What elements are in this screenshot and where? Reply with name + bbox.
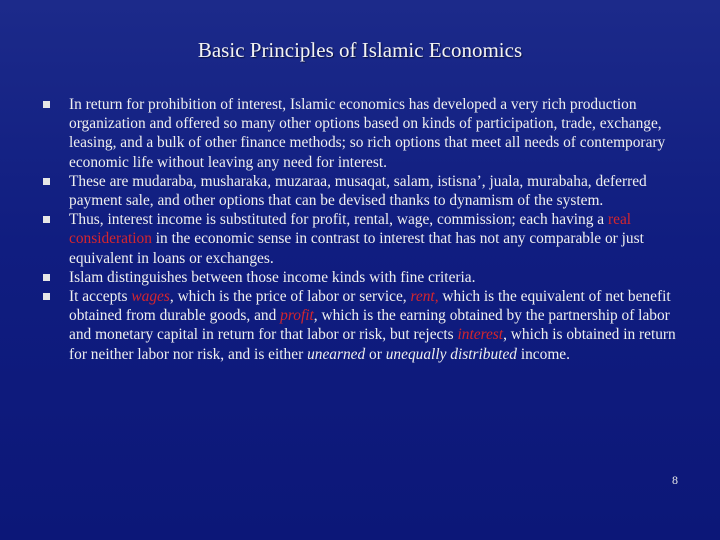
square-bullet-icon bbox=[43, 274, 50, 281]
emphasis-unearned: unearned bbox=[307, 345, 366, 363]
bullet-text-part: It accepts bbox=[69, 288, 132, 306]
highlight-rent: rent, bbox=[410, 288, 439, 306]
highlight-profit: profit bbox=[280, 307, 314, 325]
bullet-text: These are mudaraba, musharaka, muzaraa, musaqat, salam, istisna’, juala, murabaha, deferred payment sale, and other options that can be devised thanks to dynamism of the system. bbox=[69, 172, 647, 210]
bullet-text-part: income. bbox=[516, 345, 570, 363]
square-bullet-icon bbox=[43, 101, 50, 108]
slide-title: Basic Principles of Islamic Economics bbox=[197, 38, 523, 62]
bullet-item bbox=[42, 268, 682, 287]
bullet-text-part: Thus, interest income is substituted for profit, rental, wage, commission; each having a bbox=[69, 211, 608, 229]
emphasis-unequally-distributed: unequally distributed bbox=[385, 345, 517, 363]
bullet-text: In return for prohibition of interest, Islamic economics has developed a very rich production organization and offered so many other options based on kinds of participation, trade, exchange, leasing, and a bulk of other finance methods; so rich options that meet all needs of contemporary economic life without leaving any need for interest. bbox=[69, 96, 666, 171]
bullet-item bbox=[42, 172, 682, 210]
bullet-text-part: , which is the earning obtained by the partnership of labor and monetary capital in return for that labor or risk, but rejects bbox=[69, 307, 670, 344]
square-bullet-icon bbox=[43, 216, 50, 223]
bullet-text: Islam distinguishes between those income kinds with fine criteria. bbox=[69, 268, 476, 286]
bullet-list bbox=[42, 95, 682, 364]
bullet-item bbox=[42, 287, 682, 364]
square-bullet-icon bbox=[43, 293, 50, 300]
bullet-text-part: , which is the price of labor or service, bbox=[169, 288, 411, 306]
highlight-real-consideration: real consideration bbox=[69, 211, 632, 248]
bullet-text-part: or bbox=[365, 345, 386, 363]
bullet-text-part: , which is obtained in return for neither labor nor risk, and is either bbox=[69, 326, 676, 363]
highlight-interest: interest bbox=[457, 326, 504, 344]
bullet-item bbox=[42, 210, 682, 268]
highlight-wages: wages bbox=[131, 288, 170, 306]
square-bullet-icon bbox=[43, 178, 50, 185]
page-number: 8 bbox=[672, 473, 678, 487]
bullet-text-part: which is the equivalent of net benefit obtained from durable goods, and bbox=[69, 288, 671, 325]
bullet-text-part: in the economic sense in contrast to interest that has not any comparable or just equivalent in loans or exchanges. bbox=[69, 230, 644, 267]
bullet-item bbox=[42, 95, 682, 172]
